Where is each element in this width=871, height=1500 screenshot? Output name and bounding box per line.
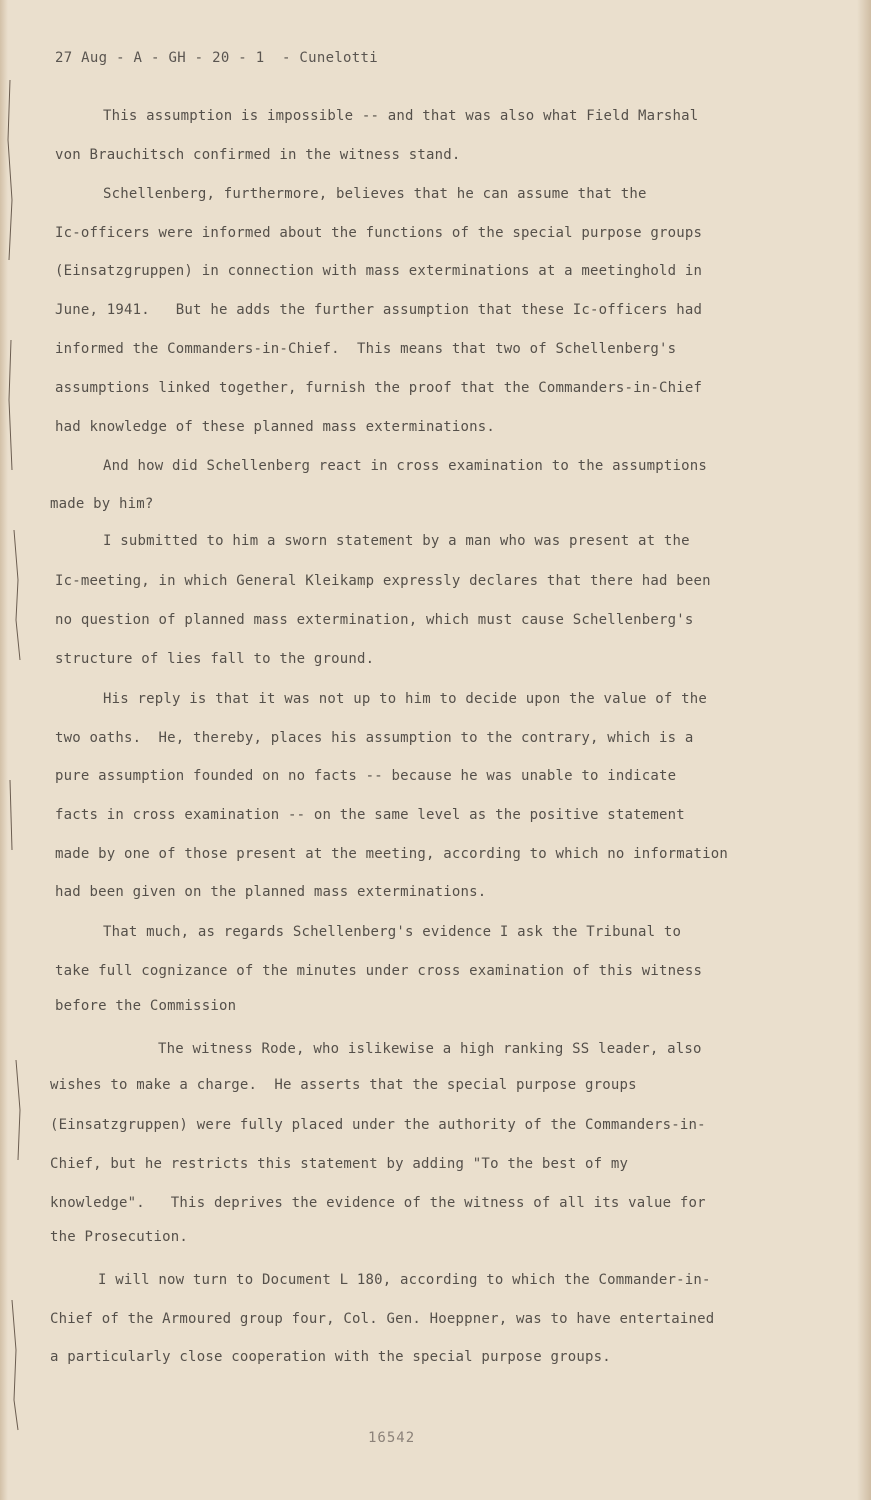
text-line: no question of planned mass extermination, which must cause Schellenberg's: [55, 612, 694, 628]
text-line: I will now turn to Document L 180, according to which the Commander-in-: [98, 1272, 711, 1288]
document-header: 27 Aug - A - GH - 20 - 1 - Cunelotti: [55, 50, 378, 66]
text-line: two oaths. He, thereby, places his assumption to the contrary, which is a: [55, 730, 694, 746]
text-line: a particularly close cooperation with the special purpose groups.: [50, 1349, 611, 1365]
text-line: had been given on the planned mass exterminations.: [55, 884, 487, 900]
text-line: had knowledge of these planned mass exterminations.: [55, 419, 496, 435]
text-line: Ic-meeting, in which General Kleikamp expressly declares that there had been: [55, 573, 711, 589]
torn-edge-marks: [6, 60, 36, 1440]
text-line: the Prosecution.: [50, 1229, 189, 1245]
text-line: Chief of the Armoured group four, Col. Gen. Hoeppner, was to have entertained: [50, 1311, 715, 1327]
text-line: assumptions linked together, furnish the proof that the Commanders-in-Chief: [55, 380, 703, 396]
text-line: Chief, but he restricts this statement by adding "To the best of my: [50, 1156, 629, 1172]
text-line: wishes to make a charge. He asserts that the special purpose groups: [50, 1077, 637, 1093]
text-line: informed the Commanders-in-Chief. This means that two of Schellenberg's: [55, 341, 677, 357]
text-line: (Einsatzgruppen) in connection with mass exterminations at a meetinghold in: [55, 263, 703, 279]
text-line: pure assumption founded on no facts -- because he was unable to indicate: [55, 768, 677, 784]
page-number: 16542: [368, 1430, 416, 1446]
text-line: Ic-officers were informed about the functions of the special purpose groups: [55, 225, 703, 241]
text-line: I submitted to him a sworn statement by a man who was present at the: [103, 533, 690, 549]
text-line: made by one of those present at the meeting, according to which no information: [55, 846, 729, 862]
text-line: That much, as regards Schellenberg's evidence I ask the Tribunal to: [103, 924, 682, 940]
page-right-shadow: [857, 0, 871, 1500]
text-line: This assumption is impossible -- and that was also what Field Marshal: [103, 108, 699, 124]
text-line: June, 1941. But he adds the further assumption that these Ic-officers had: [55, 302, 703, 318]
text-line: And how did Schellenberg react in cross examination to the assumptions: [103, 458, 708, 474]
text-line: Schellenberg, furthermore, believes that he can assume that the: [103, 186, 647, 202]
text-line: von Brauchitsch confirmed in the witness stand.: [55, 147, 461, 163]
text-line: take full cognizance of the minutes under cross examination of this witness: [55, 963, 703, 979]
text-line: made by him?: [50, 496, 154, 512]
text-line: His reply is that it was not up to him to decide upon the value of the: [103, 691, 708, 707]
text-line: The witness Rode, who islikewise a high ranking SS leader, also: [158, 1041, 702, 1057]
text-line: before the Commission: [55, 998, 237, 1014]
text-line: structure of lies fall to the ground.: [55, 651, 375, 667]
text-line: knowledge". This deprives the evidence of the witness of all its value for: [50, 1195, 706, 1211]
text-line: facts in cross examination -- on the same level as the positive statement: [55, 807, 685, 823]
text-line: (Einsatzgruppen) were fully placed under the authority of the Commanders-in-: [50, 1117, 706, 1133]
